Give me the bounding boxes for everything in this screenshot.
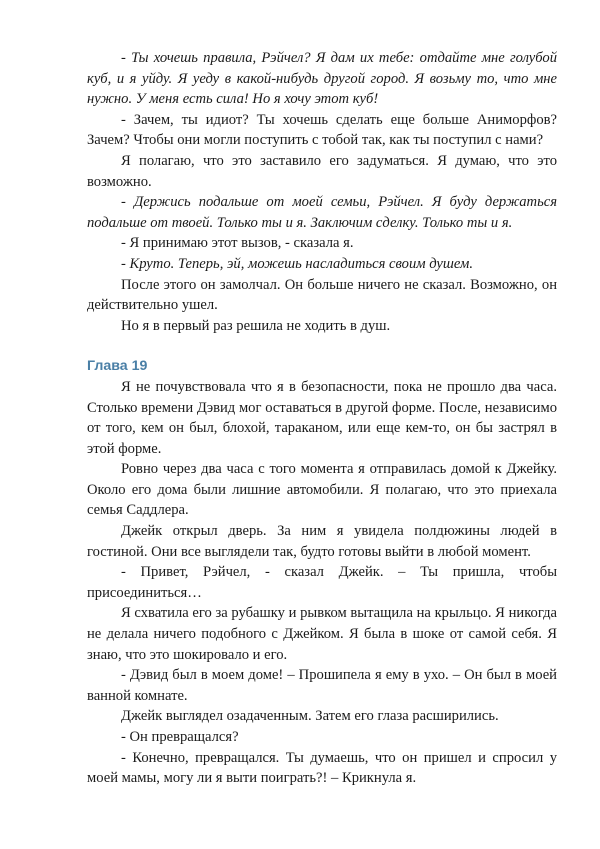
- chapter-heading: Глава 19: [87, 358, 148, 375]
- paragraph: - Круто. Теперь, эй, можешь насладиться своим душем.: [121, 255, 473, 272]
- paragraph: - Держись подальше от моей семьи, Рэйчел. Я буду держаться подальше от твоей. Только ты и я. Заключим сделку. Только ты и я.: [87, 194, 557, 231]
- text-body: [87, 48, 557, 789]
- paragraph: Но я в первый раз решила не ходить в душ.: [121, 317, 391, 334]
- paragraph: Джейк выглядел озадаченным. Затем его глаза расширились.: [121, 708, 499, 725]
- paragraph: - Ты хочешь правила, Рэйчел? Я дам их тебе: отдайте мне голубой куб, и я уйду. Я уеду в какой-нибудь другой город. Я возьму то, что мне нужно. У меня есть сила! Но я хочу этот куб!: [87, 50, 557, 108]
- paragraph: - Дэвид был в моем доме! – Прошипела я ему в ухо. – Он был в моей ванной комнате.: [87, 667, 557, 704]
- paragraph: Я схватила его за рубашку и рывком вытащила на крыльцо. Я никогда не делала ничего подобного с Джейком. Я была в шоке от самой себя. Я знаю, что это шокировало и его.: [87, 605, 557, 663]
- paragraph: Я полагаю, что это заставило его задуматься. Я думаю, что это возможно.: [87, 152, 557, 190]
- paragraph: - Он превращался?: [121, 729, 239, 745]
- paragraph: - Я принимаю этот вызов, - сказала я.: [121, 235, 354, 252]
- paragraph: - Конечно, превращался. Ты думаешь, что он пришел и спросил у моей мамы, могу ли я выти поиграть?! – Крикнула я.: [87, 749, 557, 787]
- paragraph: - Привет, Рэйчел, - сказал Джейк. – Ты пришла, чтобы присоединиться…: [87, 564, 557, 601]
- paragraph: Джейк открыл дверь. За ним я увидела полдюжины людей в гостиной. Они все выглядели так, будто готовы выйти в любой момент.: [87, 523, 557, 560]
- paragraph: Ровно через два часа с того момента я отправилась домой к Джейку. Около его дома были лишние автомобили. Я полагаю, что это приехала семья Саддлера.: [87, 461, 557, 519]
- paragraph: - Зачем, ты идиот? Ты хочешь сделать еще больше Аниморфов? Зачем? Чтобы они могли поступить с тобой так, как ты поступил с нами?: [87, 111, 557, 149]
- paragraph: Я не почувствовала что я в безопасности, пока не прошло два часа. Столько времени Дэвид мог оставаться в другой форме. После, независимо от того, кем он был, блохой, тараканом, или еще кем-то, он бы застрял в этой форме.: [87, 378, 557, 457]
- paragraph: После этого он замолчал. Он больше ничего не сказал. Возможно, он действительно ушел.: [87, 276, 557, 314]
